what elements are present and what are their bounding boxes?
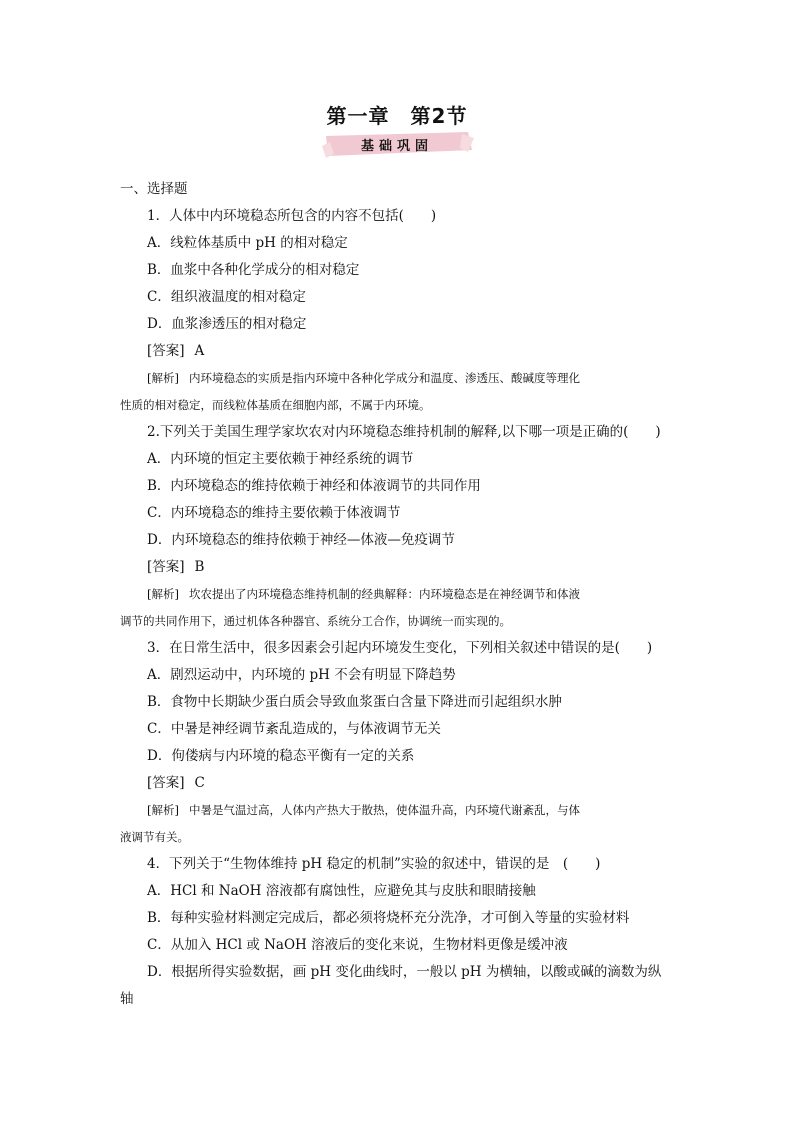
question-2-analysis-line-2: 调节的共同作用下，通过机体各种器官、系统分工合作，协调统一而实现的。 xyxy=(120,614,511,628)
analysis-text: 内环境稳态的实质是指内环境中各种化学成分和温度、渗透压、酸碱度等理化 xyxy=(188,371,580,385)
question-4-option-c: C．从加入 HCl 或 NaOH 溶液后的变化来说，生物材料更像是缓冲液 xyxy=(147,937,568,953)
question-2-option-c: C．内环境稳态的维持主要依赖于体液调节 xyxy=(147,505,401,521)
question-1-analysis-line-2: 性质的相对稳定，而线粒体基质在细胞内部，不属于内环境。 xyxy=(120,398,431,412)
question-3-option-b: B．食物中长期缺少蛋白质会导致血浆蛋白含量下降进而引起组织水肿 xyxy=(147,694,562,710)
question-4-option-a: A．HCl 和 NaOH 溶液都有腐蚀性，应避免其与皮肤和眼睛接触 xyxy=(147,883,536,899)
question-2-stem: 2.下列关于美国生理学家坎农对内环境稳态维持机制的解释,以下哪一项是正确的( ) xyxy=(147,424,661,440)
page-title: 第一章 第2节 xyxy=(326,104,468,128)
question-2-analysis-line-1 xyxy=(120,581,680,608)
question-2-option-b: B．内环境稳态的维持依赖于神经和体液调节的共同作用 xyxy=(147,478,481,494)
question-3-analysis-line-2: 液调节有关。 xyxy=(120,830,189,844)
answer-tag: [答案] xyxy=(147,775,185,791)
question-3-stem: 3．在日常生活中，很多因素会引起内环境发生变化，下列相关叙述中错误的是( ) xyxy=(147,640,653,656)
section-heading: 一、选择题 xyxy=(120,181,188,197)
question-1-answer xyxy=(120,338,680,365)
question-3-option-a: A．剧烈运动中，内环境的 pH 不会有明显下降趋势 xyxy=(147,667,456,683)
question-3-option-d: D．佝偻病与内环境的稳态平衡有一定的关系 xyxy=(147,748,415,764)
question-body xyxy=(120,176,680,1013)
question-4-option-d-line-1: D．根据所得实验数据，画 pH 变化曲线时，一般以 pH 为横轴，以酸或碱的滴数为纵 xyxy=(147,964,662,980)
question-4-option-b: B．每种实验材料测定完成后，都必须将烧杯充分洗净，才可倒入等量的实验材料 xyxy=(147,910,630,926)
answer-value: B xyxy=(194,559,205,575)
analysis-tag: [解析] xyxy=(147,587,179,601)
answer-value: C xyxy=(194,775,205,791)
question-1-option-b: B．血浆中各种化学成分的相对稳定 xyxy=(147,262,360,278)
question-3-analysis-line-1 xyxy=(120,797,680,824)
section-banner-label: 基础巩固 xyxy=(360,139,433,154)
question-3-option-c: C．中暑是神经调节紊乱造成的，与体液调节无关 xyxy=(147,721,441,737)
analysis-tag: [解析] xyxy=(147,371,179,385)
analysis-text: 坎农提出了内环境稳态维持机制的经典解释：内环境稳态是在神经调节和体液 xyxy=(188,587,580,601)
question-2-option-d: D．内环境稳态的维持依赖于神经—体液—免疫调节 xyxy=(147,532,455,548)
question-1-option-a: A．线粒体基质中 pH 的相对稳定 xyxy=(147,235,348,251)
analysis-tag: [解析] xyxy=(147,803,179,817)
question-1-analysis-line-1 xyxy=(120,365,680,392)
question-3-answer xyxy=(120,770,680,797)
question-1-stem: 1．人体中内环境稳态所包含的内容不包括( ) xyxy=(147,208,437,224)
answer-value: A xyxy=(194,343,205,359)
question-2-answer xyxy=(120,554,680,581)
question-4-option-d-line-2: 轴 xyxy=(120,991,134,1007)
answer-tag: [答案] xyxy=(147,343,185,359)
question-1-option-c: C．组织液温度的相对稳定 xyxy=(147,289,306,305)
question-1-option-d: D．血浆渗透压的相对稳定 xyxy=(147,316,307,332)
question-2-option-a: A．内环境的恒定主要依赖于神经系统的调节 xyxy=(147,451,414,467)
answer-tag: [答案] xyxy=(147,559,185,575)
question-4-stem: 4．下列关于“生物体维持 pH 稳定的机制”实验的叙述中，错误的是 ( ) xyxy=(147,856,601,872)
analysis-text: 中暑是气温过高，人体内产热大于散热，使体温升高，内环境代谢紊乱，与体 xyxy=(188,803,580,817)
